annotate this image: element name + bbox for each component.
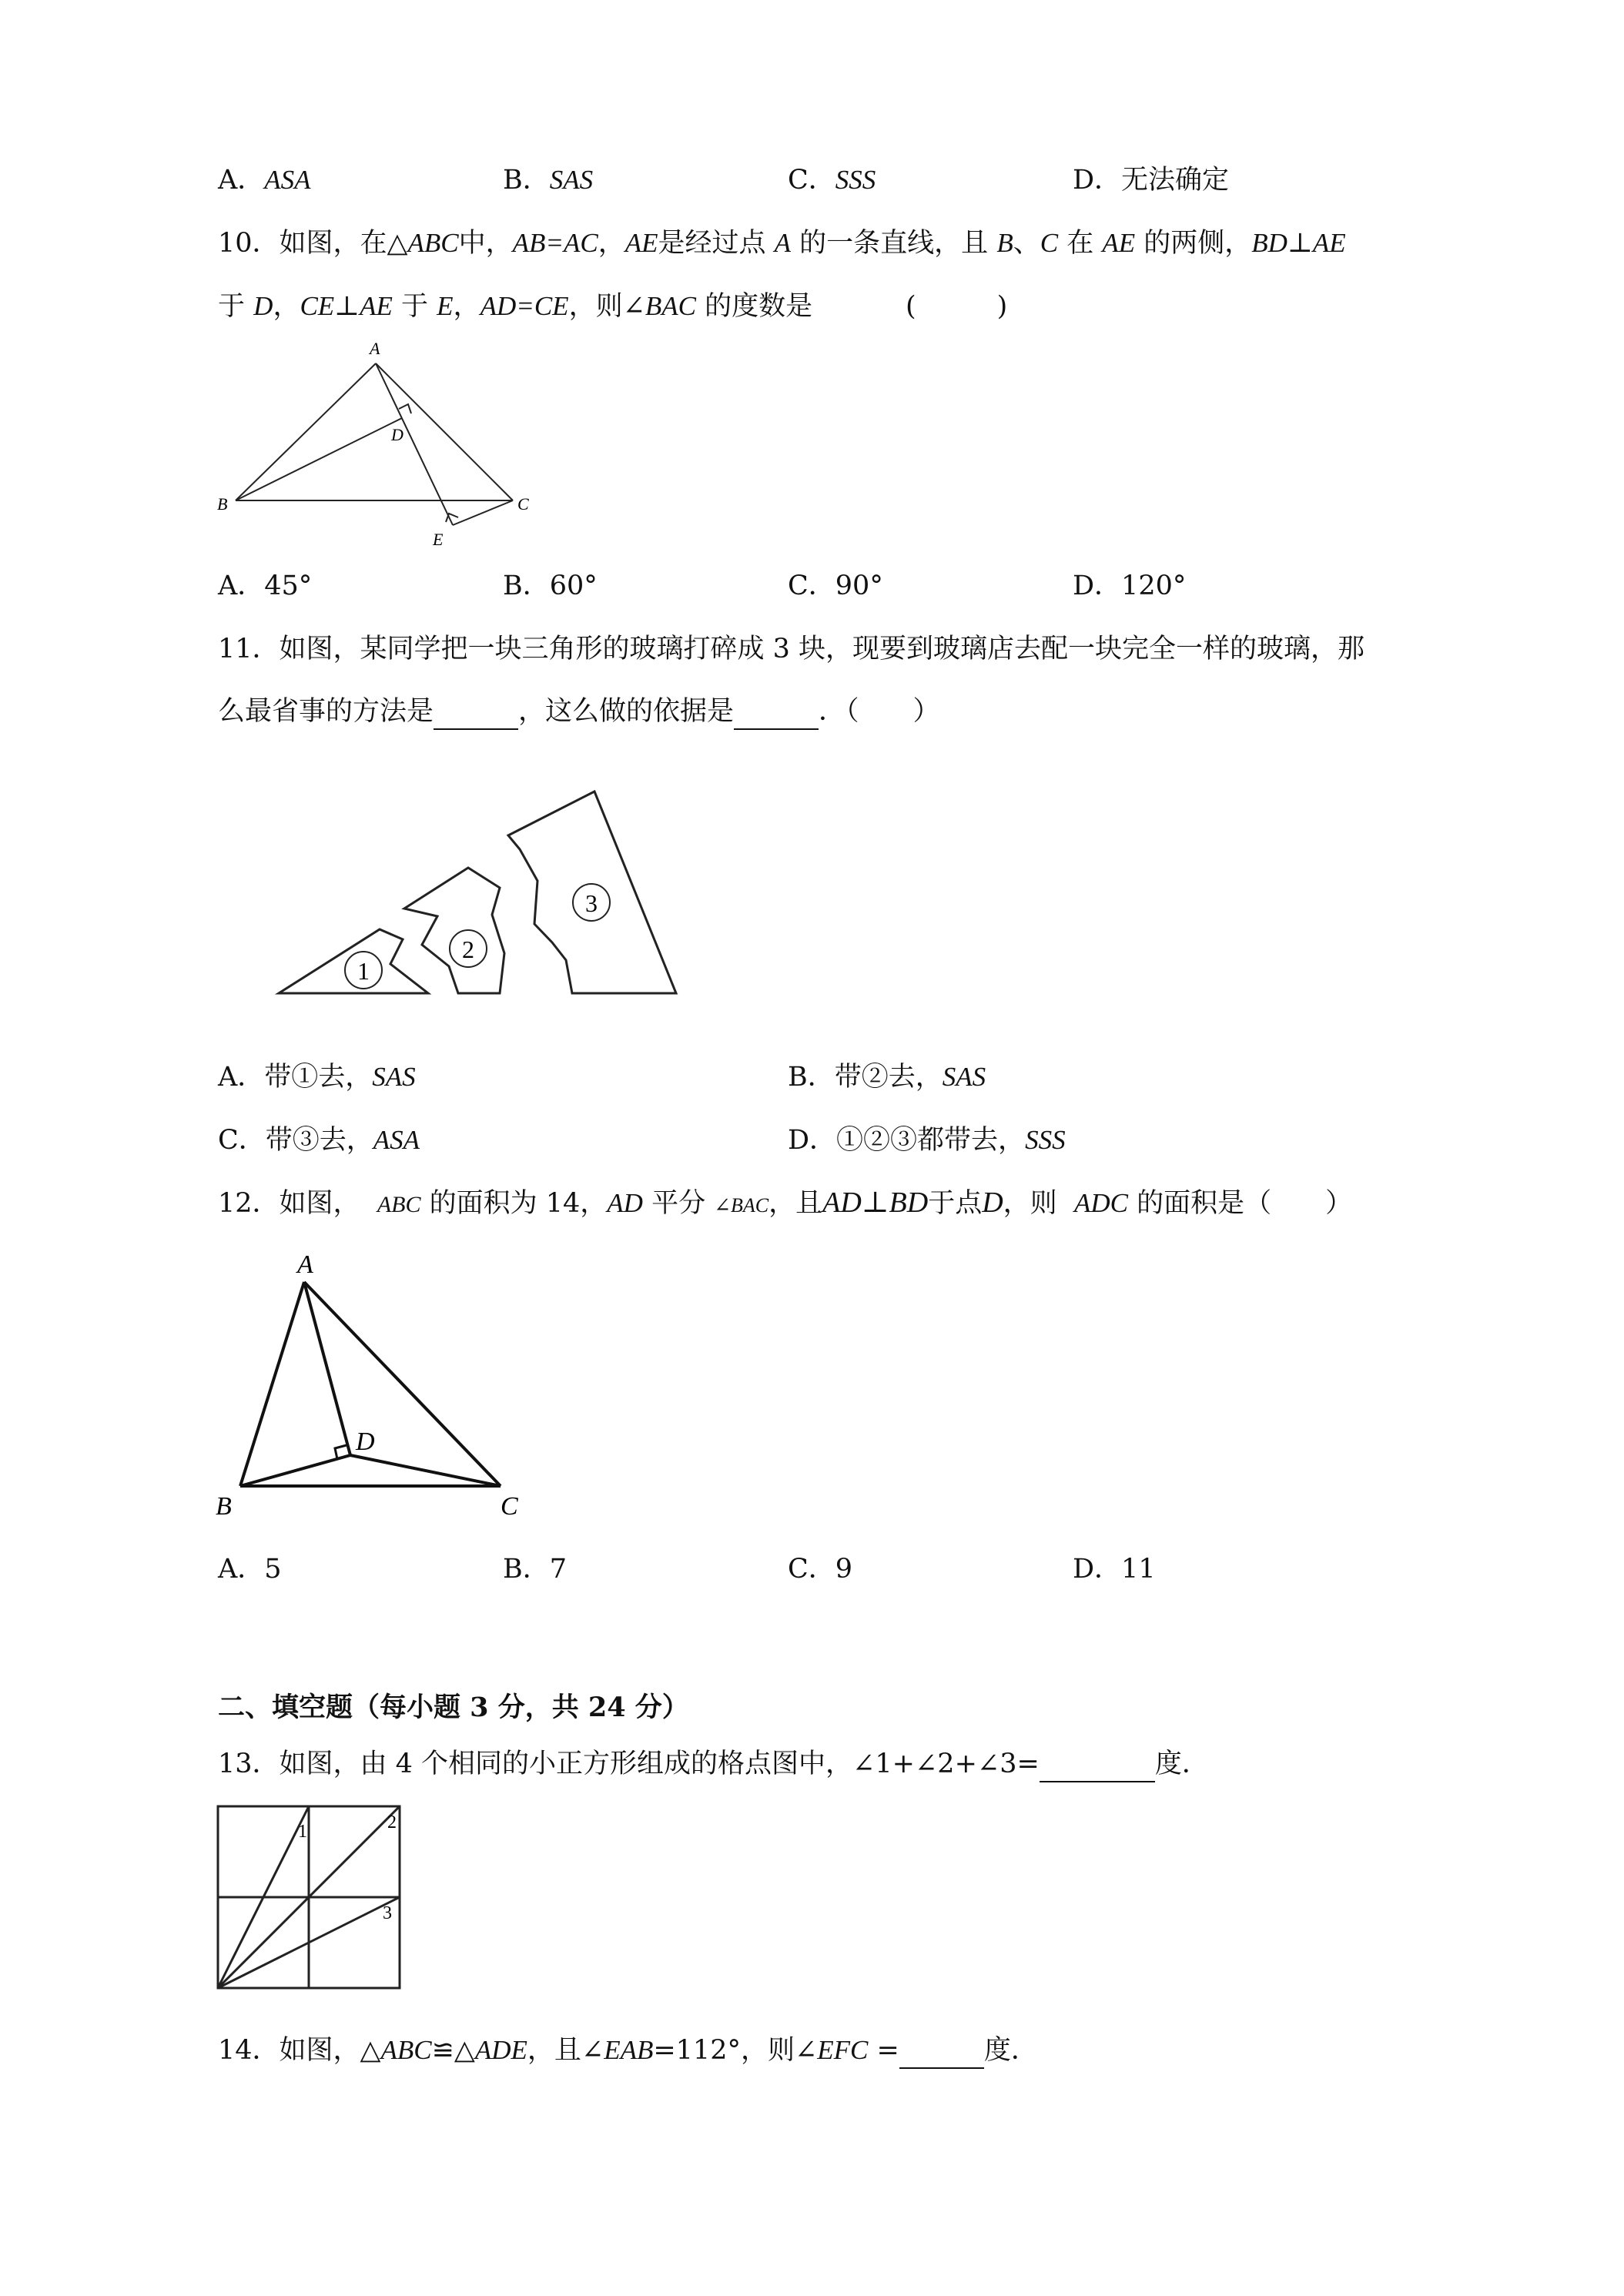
text: ，且: [768, 1188, 823, 1219]
text: ，: [273, 291, 300, 322]
q10-option-b: B．60°: [503, 571, 598, 601]
q10-option-a: A．45°: [218, 571, 313, 601]
text: ，则∠: [568, 291, 645, 322]
q10-answer-paren: [906, 288, 1007, 325]
text: =112°，则∠: [653, 2035, 818, 2066]
label: B．带②去，: [788, 1062, 943, 1093]
q12-line: [218, 1184, 1352, 1224]
answer-blank[interactable]: [1040, 1753, 1155, 1782]
math: AE: [1102, 228, 1136, 258]
text: 10．如图，在△: [218, 228, 408, 259]
q9-option-c: [788, 162, 876, 199]
q10-option-c: C．90°: [788, 571, 883, 601]
math: EAB: [604, 2035, 654, 2065]
piece-2-number: 2: [462, 935, 474, 963]
text: 于点: [928, 1188, 983, 1219]
label: D．①②③都带去，: [788, 1125, 1026, 1156]
q11-option-c: [218, 1122, 420, 1159]
q9-option-c-value: SSS: [835, 165, 876, 195]
q14-line: [218, 2032, 1038, 2069]
math: AB=AC: [512, 228, 598, 258]
text: 么最省事的方法是: [218, 696, 434, 727]
q9-option-a-label: A．: [218, 165, 265, 196]
text: 的面积为 14，: [429, 1188, 608, 1219]
edge-ab: [236, 363, 376, 500]
text: 的一条直线，且: [799, 228, 989, 259]
q9-option-a: [218, 162, 311, 199]
angle-3-label: 3: [383, 1903, 392, 1923]
q10-option-d: D．120°: [1073, 571, 1187, 601]
math: C: [1040, 228, 1059, 258]
q10-line-1: [218, 225, 1346, 262]
q11-line-1: 11．如图，某同学把一块三角形的玻璃打碎成 3 块，现要到玻璃店去配一块完全一样的玻璃，那: [218, 634, 1365, 664]
text: 度．: [983, 2035, 1038, 2066]
label-b: B: [217, 494, 228, 514]
value: SSS: [1025, 1125, 1066, 1155]
q12-figure: [208, 1243, 547, 1521]
text: ，: [598, 228, 625, 259]
text: 的面积是（ ）: [1137, 1188, 1353, 1219]
text: 、: [1013, 228, 1040, 259]
text: 于: [401, 291, 429, 322]
q12-option-b: B．7: [503, 1554, 567, 1585]
label-a: A: [370, 339, 380, 358]
piece-1-number: 1: [357, 957, 370, 985]
math: AD: [607, 1188, 643, 1218]
answer-blank[interactable]: [899, 2040, 984, 2069]
q9-option-b-value: SAS: [549, 165, 594, 195]
value: SAS: [942, 1062, 986, 1092]
label-a: A: [297, 1250, 313, 1279]
q12-option-c: C．9: [788, 1554, 853, 1585]
math: ABC: [407, 228, 459, 258]
q11-option-a: [218, 1059, 416, 1096]
section-2-title: 二、填空题（每小题 3 分，共 24 分）: [218, 1692, 689, 1723]
piece-3-number: 3: [585, 889, 598, 917]
math: D: [253, 291, 273, 321]
math: AD=CE: [480, 291, 569, 321]
math: ADE: [474, 2035, 527, 2065]
math: AD⊥BD: [822, 1186, 929, 1219]
text: 在: [1066, 228, 1094, 259]
label: A．带①去，: [218, 1062, 373, 1093]
q11-line-2: [218, 693, 940, 730]
text: 平分: [651, 1188, 706, 1219]
text: ，且∠: [527, 2035, 604, 2066]
label-d: D: [391, 425, 403, 444]
edge-ab: [240, 1282, 304, 1486]
edge-ac: [304, 1282, 501, 1486]
segment-cd: [350, 1455, 501, 1486]
q9-option-c-label: C．: [788, 165, 835, 196]
math: ABC: [380, 2035, 432, 2065]
q12-option-a: A．5: [218, 1554, 282, 1585]
label-e: E: [433, 530, 444, 549]
piece-2: [404, 868, 504, 993]
label-b: B: [216, 1492, 232, 1521]
answer-blank[interactable]: [434, 701, 518, 730]
text: ．（ ）: [819, 696, 940, 727]
text: 中，: [458, 228, 513, 259]
text: 的度数是: [705, 291, 813, 322]
text: 12．如图，: [218, 1188, 360, 1219]
math: E: [437, 291, 454, 321]
math: ADC: [1073, 1188, 1128, 1218]
math: AE: [624, 228, 658, 258]
math: BD⊥AE: [1251, 228, 1346, 258]
q9-option-d-label: D．无法确定: [1073, 165, 1230, 196]
q10-figure: [208, 339, 554, 554]
math: ABC: [377, 1192, 421, 1217]
value: ASA: [373, 1125, 420, 1155]
q11-option-b: [788, 1059, 986, 1096]
q11-figure: [270, 782, 685, 1012]
text: ，: [453, 291, 481, 322]
q9-option-a-value: ASA: [264, 165, 311, 195]
math: CE⊥AE: [300, 291, 393, 321]
segment-ce: [453, 500, 513, 525]
text: 13．如图，由 4 个相同的小正方形组成的格点图中，∠1+∠2+∠3=: [218, 1749, 1040, 1779]
segment-bd: [240, 1455, 350, 1486]
math: D: [982, 1186, 1003, 1219]
answer-blank[interactable]: [734, 701, 819, 730]
math: A: [774, 228, 792, 258]
text: ( ): [906, 291, 1008, 322]
q9-option-d: [1073, 162, 1229, 199]
q12-option-d: D．11: [1073, 1554, 1156, 1585]
segment-bd: [236, 418, 402, 500]
q9-option-b: [503, 162, 593, 199]
math: BAC: [645, 291, 696, 321]
q9-option-b-label: B．: [503, 165, 550, 196]
text: 是经过点: [658, 228, 766, 259]
label: C．带③去，: [218, 1125, 373, 1156]
q13-figure: [212, 1800, 412, 2000]
right-angle-e: [446, 514, 458, 522]
right-angle-d: [399, 404, 411, 413]
text: 于: [218, 291, 246, 322]
text: 的两侧，: [1143, 228, 1252, 259]
label-d: D: [356, 1427, 375, 1456]
q11-option-d: [788, 1122, 1066, 1159]
q10-line-2: [218, 288, 812, 325]
piece-1: [279, 929, 428, 993]
angle-2-label: 2: [387, 1812, 397, 1832]
label-c: C: [517, 494, 529, 514]
text: ，则: [1003, 1188, 1057, 1219]
text: =: [876, 2035, 899, 2066]
math: ∠BAC: [714, 1194, 769, 1217]
text: 度．: [1154, 1749, 1209, 1779]
text: 14．如图，△: [218, 2035, 381, 2066]
value: SAS: [372, 1062, 416, 1092]
text: ≌△: [431, 2035, 475, 2066]
q13-line: [218, 1745, 1209, 1782]
math: EFC: [817, 2035, 869, 2065]
label-c: C: [501, 1492, 518, 1521]
text: ，这么做的依据是: [518, 696, 735, 727]
math: B: [996, 228, 1013, 258]
angle-1-label: 1: [298, 1822, 307, 1842]
